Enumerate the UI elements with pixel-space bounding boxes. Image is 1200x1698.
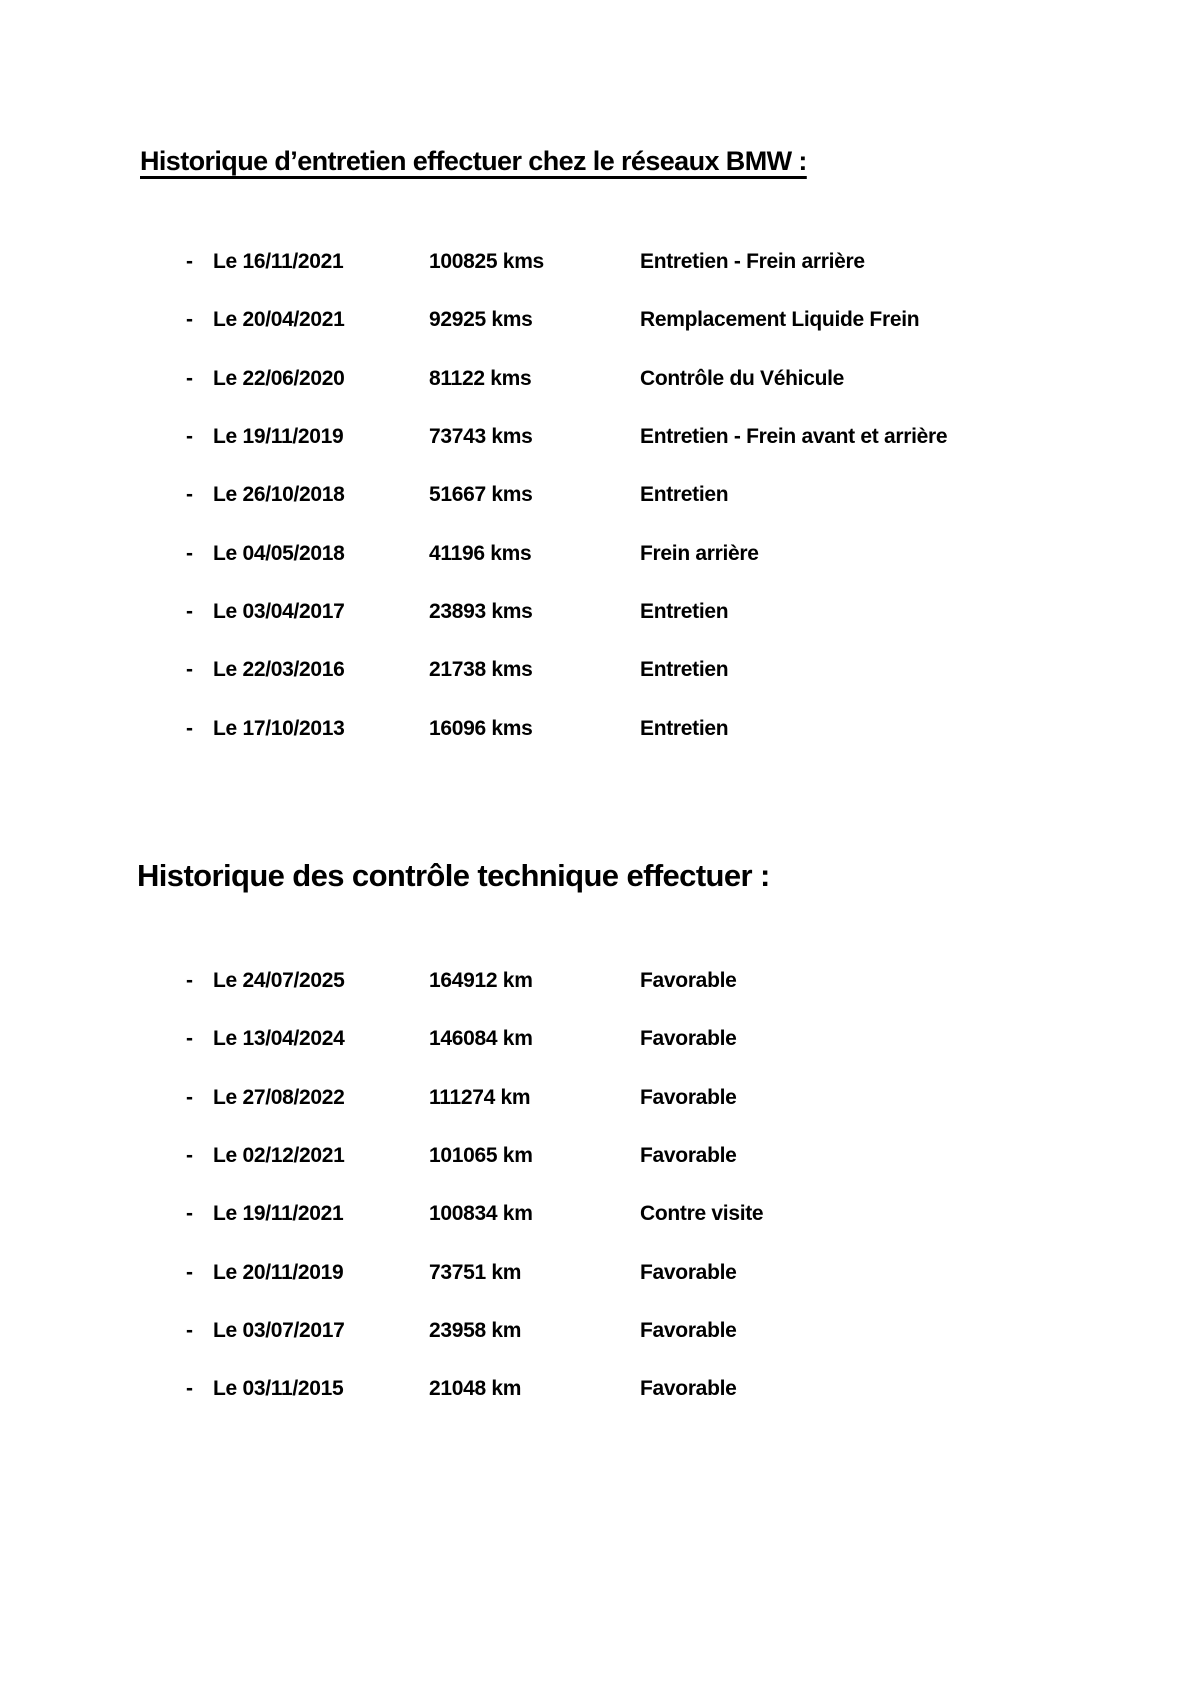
dash-bullet: - — [186, 658, 193, 682]
dash-bullet: - — [186, 1377, 193, 1401]
inspection-date: Le 24/07/2025 — [213, 969, 345, 993]
service-date: Le 03/04/2017 — [213, 599, 345, 623]
dash-bullet: - — [186, 483, 193, 507]
inspection-date: Le 13/04/2024 — [213, 1027, 345, 1051]
inspection-mileage: 111274 km — [429, 1085, 531, 1109]
service-date: Le 22/03/2016 — [213, 658, 345, 682]
maintenance-history-list — [0, 233, 1200, 758]
service-operation: Entretien - Frein avant et arrière — [640, 425, 948, 449]
service-operation: Remplacement Liquide Frein — [640, 308, 920, 332]
inspection-date: Le 03/11/2015 — [213, 1377, 344, 1401]
service-date: Le 20/04/2021 — [213, 308, 345, 332]
maintenance-row — [0, 466, 1200, 524]
inspection-row — [0, 1010, 1200, 1068]
service-mileage: 41196 kms — [429, 541, 532, 565]
maintenance-row — [0, 291, 1200, 349]
service-operation: Frein arrière — [640, 541, 759, 565]
service-operation: Entretien — [640, 658, 729, 682]
dash-bullet: - — [186, 1027, 193, 1051]
inspection-row — [0, 1069, 1200, 1127]
inspection-mileage: 100834 km — [429, 1202, 533, 1226]
inspection-mileage: 23958 km — [429, 1318, 522, 1342]
dash-bullet: - — [186, 1202, 193, 1226]
dash-bullet: - — [186, 250, 193, 274]
inspection-result: Favorable — [640, 969, 737, 993]
service-date: Le 16/11/2021 — [213, 250, 344, 274]
service-mileage: 51667 kms — [429, 483, 533, 507]
dash-bullet: - — [186, 308, 193, 332]
dash-bullet: - — [186, 1318, 193, 1342]
dash-bullet: - — [186, 716, 193, 740]
inspection-row — [0, 1185, 1200, 1243]
service-mileage: 21738 kms — [429, 658, 533, 682]
inspection-row — [0, 1302, 1200, 1360]
maintenance-row — [0, 350, 1200, 408]
inspection-date: Le 19/11/2021 — [213, 1202, 344, 1226]
inspection-date: Le 03/07/2017 — [213, 1318, 345, 1342]
inspection-result: Favorable — [640, 1085, 737, 1109]
dash-bullet: - — [186, 969, 193, 993]
service-mileage: 23893 kms — [429, 599, 533, 623]
inspection-result: Favorable — [640, 1260, 737, 1284]
service-mileage: 100825 kms — [429, 250, 544, 274]
service-date: Le 04/05/2018 — [213, 541, 345, 565]
maintenance-row — [0, 524, 1200, 582]
service-operation: Entretien — [640, 483, 729, 507]
maintenance-history-title: Historique d’entretien effectuer chez le réseaux BMW : — [140, 146, 807, 176]
inspection-date: Le 27/08/2022 — [213, 1085, 345, 1109]
service-date: Le 22/06/2020 — [213, 366, 345, 390]
service-date: Le 17/10/2013 — [213, 716, 345, 740]
service-mileage: 92925 kms — [429, 308, 533, 332]
dash-bullet: - — [186, 366, 193, 390]
dash-bullet: - — [186, 1144, 193, 1168]
inspection-result: Contre visite — [640, 1202, 764, 1226]
inspection-row — [0, 952, 1200, 1010]
service-operation: Entretien — [640, 716, 729, 740]
service-operation: Entretien - Frein arrière — [640, 250, 865, 274]
service-operation: Entretien — [640, 599, 729, 623]
maintenance-row — [0, 233, 1200, 291]
inspection-row — [0, 1243, 1200, 1301]
dash-bullet: - — [186, 599, 193, 623]
service-date: Le 26/10/2018 — [213, 483, 345, 507]
dash-bullet: - — [186, 541, 193, 565]
dash-bullet: - — [186, 1260, 193, 1284]
inspection-date: Le 20/11/2019 — [213, 1260, 344, 1284]
service-mileage: 73743 kms — [429, 425, 533, 449]
maintenance-row — [0, 699, 1200, 757]
inspection-mileage: 146084 km — [429, 1027, 533, 1051]
maintenance-row — [0, 583, 1200, 641]
inspection-mileage: 21048 km — [429, 1377, 522, 1401]
maintenance-row — [0, 641, 1200, 699]
inspection-result: Favorable — [640, 1318, 737, 1342]
service-mileage: 16096 kms — [429, 716, 533, 740]
inspection-mileage: 164912 km — [429, 969, 533, 993]
inspection-mileage: 101065 km — [429, 1144, 533, 1168]
dash-bullet: - — [186, 425, 193, 449]
technical-inspection-list — [0, 952, 1200, 1418]
dash-bullet: - — [186, 1085, 193, 1109]
inspection-result: Favorable — [640, 1144, 737, 1168]
service-mileage: 81122 kms — [429, 366, 532, 390]
technical-inspection-title: Historique des contrôle technique effectuer : — [137, 858, 770, 893]
inspection-result: Favorable — [640, 1377, 737, 1401]
inspection-mileage: 73751 km — [429, 1260, 522, 1284]
inspection-row — [0, 1127, 1200, 1185]
inspection-result: Favorable — [640, 1027, 737, 1051]
inspection-date: Le 02/12/2021 — [213, 1144, 345, 1168]
maintenance-row — [0, 408, 1200, 466]
inspection-row — [0, 1360, 1200, 1418]
service-date: Le 19/11/2019 — [213, 425, 344, 449]
service-operation: Contrôle du Véhicule — [640, 366, 845, 390]
